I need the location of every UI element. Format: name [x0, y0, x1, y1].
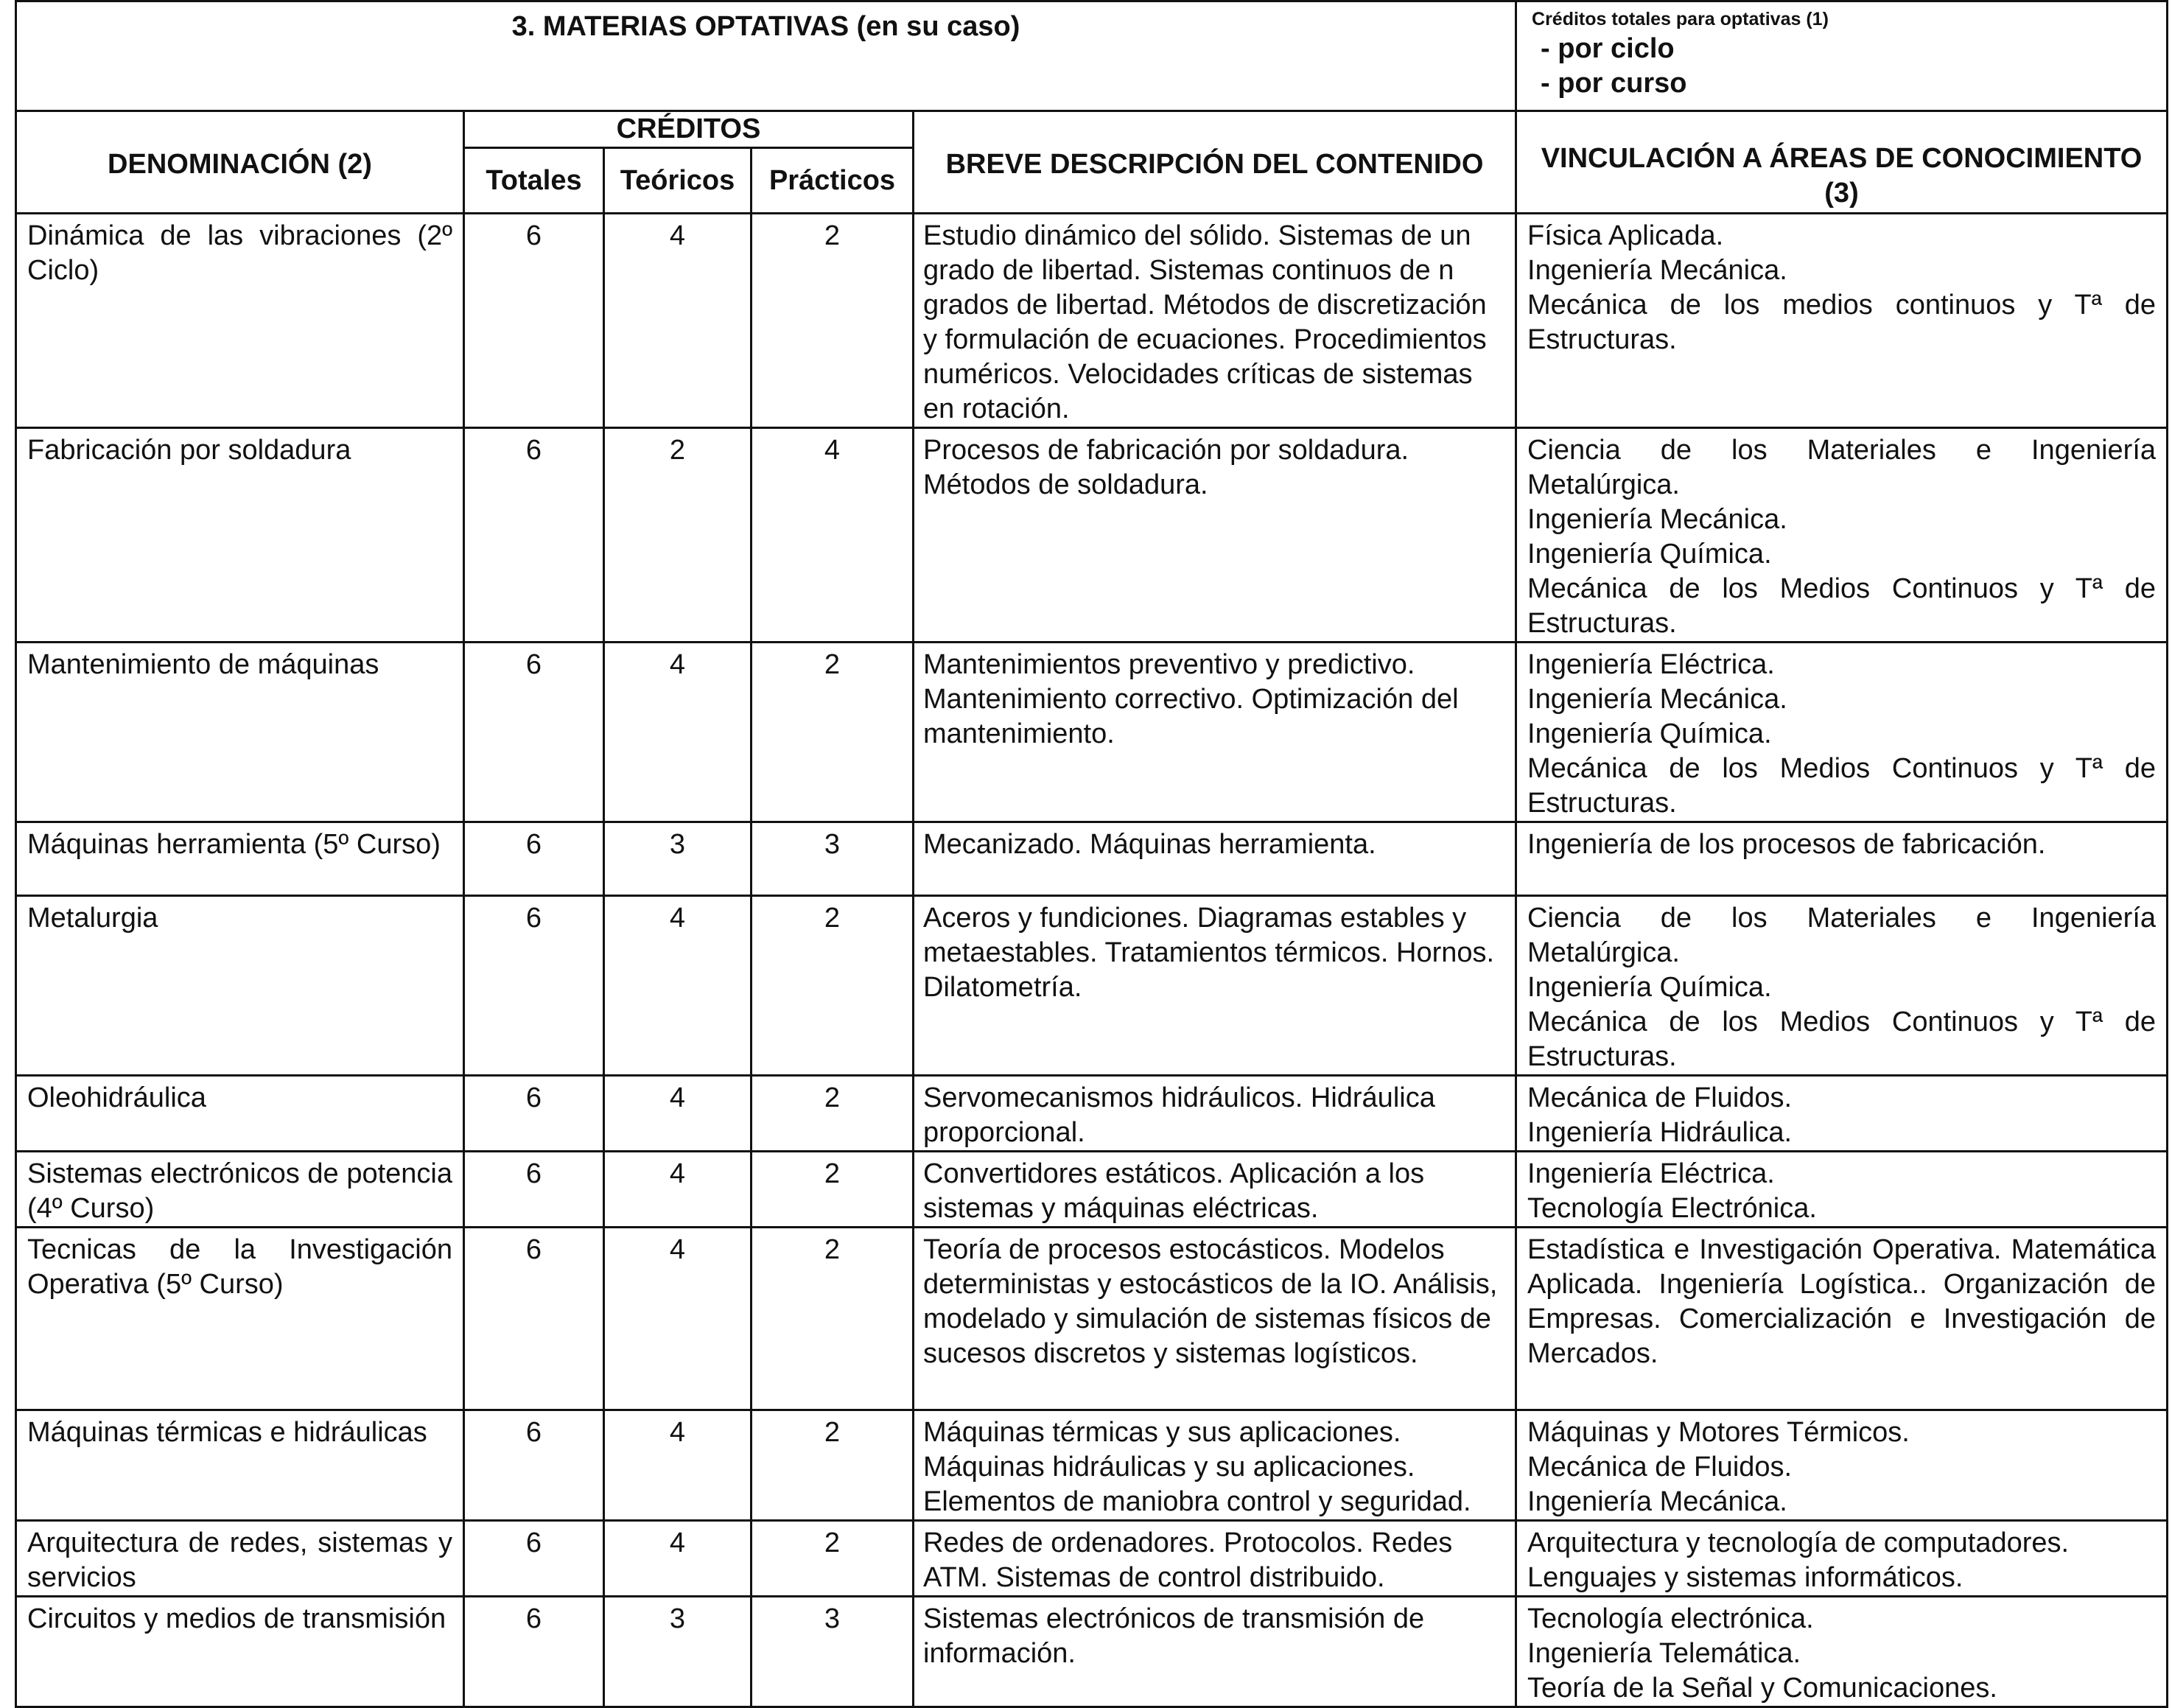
- header-row-1: [16, 111, 2168, 148]
- credits-practicos: 4: [752, 428, 914, 643]
- knowledge-area: Mecánica de Fluidos.: [1527, 1452, 1793, 1483]
- practicos-header: Prácticos: [752, 148, 914, 214]
- teoricos-header: Teóricos: [604, 148, 752, 214]
- subject-description: Sistemas electrónicos de transmisión de información.: [914, 1597, 1516, 1707]
- credits-teoricos: 3: [604, 822, 752, 896]
- knowledge-area: Ciencia de los Materiales e Ingeniería Metalúrgica.: [1527, 435, 2157, 500]
- knowledge-area: Ingeniería Mecánica.: [1527, 684, 1787, 715]
- knowledge-area: Tecnología Electrónica.: [1527, 1193, 1817, 1224]
- knowledge-areas: [1516, 822, 2168, 896]
- subject-row: [16, 896, 2168, 1076]
- subject-description: Convertidores estáticos. Aplicación a los sistemas y máquinas eléctricas.: [914, 1152, 1516, 1228]
- total-credits-box: [1516, 1, 2168, 111]
- knowledge-area: Estadística e Investigación Operativa. Matemática Aplicada. Ingeniería Logística.. Organización de Empresas. Comercialización e Investigación de Mercados.: [1527, 1234, 2157, 1369]
- credits-totales: 6: [464, 643, 604, 822]
- credits-totales: 6: [464, 214, 604, 428]
- knowledge-area: Teoría de la Señal y Comunicaciones.: [1527, 1673, 1997, 1704]
- credits-practicos: 2: [752, 643, 914, 822]
- credits-practicos: 3: [752, 822, 914, 896]
- subjects-table: [15, 0, 2168, 1708]
- credits-practicos: 2: [752, 1076, 914, 1152]
- credits-totales: 6: [464, 428, 604, 643]
- knowledge-area: Mecánica de los Medios Continuos y Tª de Estructuras.: [1527, 753, 2157, 819]
- per-cycle-label: - por ciclo: [1541, 33, 1675, 64]
- subject-row: [16, 1076, 2168, 1152]
- totales-header: Totales: [464, 148, 604, 214]
- descripcion-header: BREVE DESCRIPCIÓN DEL CONTENIDO: [914, 111, 1516, 214]
- credits-teoricos: 4: [604, 1076, 752, 1152]
- subjects-body: [16, 214, 2168, 1707]
- credits-practicos: 2: [752, 896, 914, 1076]
- subject-description: Procesos de fabricación por soldadura. Métodos de soldadura.: [914, 428, 1516, 643]
- subject-description: Aceros y fundiciones. Diagramas estables y metaestables. Tratamientos térmicos. Hornos. Dilatometría.: [914, 896, 1516, 1076]
- credits-teoricos: 2: [604, 428, 752, 643]
- subject-row: [16, 1521, 2168, 1597]
- credits-practicos: 2: [752, 1228, 914, 1410]
- credits-totales: 6: [464, 896, 604, 1076]
- knowledge-area: Ingeniería Química.: [1527, 539, 1772, 570]
- subject-row: [16, 214, 2168, 428]
- subject-row: [16, 1228, 2168, 1410]
- knowledge-area: Ciencia de los Materiales e Ingeniería Metalúrgica.: [1527, 903, 2157, 968]
- credits-practicos: 2: [752, 1152, 914, 1228]
- subject-name: Tecnicas de la Investigación Operativa (5º Curso): [16, 1228, 464, 1410]
- credits-totales: 6: [464, 1521, 604, 1597]
- per-course-label: - por curso: [1541, 68, 1687, 99]
- knowledge-area: Física Aplicada.: [1527, 220, 1724, 251]
- credits-totales: 6: [464, 1597, 604, 1707]
- knowledge-areas: [1516, 428, 2168, 643]
- subject-name: Sistemas electrónicos de potencia (4º Curso): [16, 1152, 464, 1228]
- total-credits-label: Créditos totales para optativas (1): [1532, 9, 1829, 29]
- vinculacion-header: VINCULACIÓN A ÁREAS DE CONOCIMIENTO (3): [1516, 111, 2168, 214]
- knowledge-area: Ingeniería Química.: [1527, 718, 1772, 749]
- knowledge-area: Ingeniería Telemática.: [1527, 1638, 1801, 1669]
- knowledge-area: Mecánica de Fluidos.: [1527, 1082, 1793, 1113]
- credits-practicos: 2: [752, 1410, 914, 1521]
- knowledge-areas: [1516, 1521, 2168, 1597]
- knowledge-areas: [1516, 1597, 2168, 1707]
- subject-row: [16, 1152, 2168, 1228]
- knowledge-area: Ingeniería Mecánica.: [1527, 504, 1787, 535]
- subject-name: Arquitectura de redes, sistemas y servicios: [16, 1521, 464, 1597]
- knowledge-areas: [1516, 896, 2168, 1076]
- subject-name: Mantenimiento de máquinas: [16, 643, 464, 822]
- subject-row: [16, 643, 2168, 822]
- credits-totales: 6: [464, 1228, 604, 1410]
- subject-row: [16, 428, 2168, 643]
- knowledge-areas: [1516, 1228, 2168, 1410]
- denominacion-header: DENOMINACIÓN (2): [16, 111, 464, 214]
- subject-description: Redes de ordenadores. Protocolos. Redes ATM. Sistemas de control distribuido.: [914, 1521, 1516, 1597]
- credits-practicos: 2: [752, 214, 914, 428]
- knowledge-area: Mecánica de los Medios Continuos y Tª de Estructuras.: [1527, 1007, 2157, 1072]
- credits-practicos: 3: [752, 1597, 914, 1707]
- knowledge-areas: [1516, 1152, 2168, 1228]
- knowledge-area: Tecnología electrónica.: [1527, 1603, 1814, 1634]
- subject-row: [16, 822, 2168, 896]
- title-row: [16, 1, 2168, 111]
- credits-totales: 6: [464, 1152, 604, 1228]
- subject-description: Teoría de procesos estocásticos. Modelos deterministas y estocásticos de la IO. Análisis, modelado y simulación de sistemas físicos de sucesos discretos y sistemas logísticos.: [914, 1228, 1516, 1410]
- credits-teoricos: 4: [604, 214, 752, 428]
- credits-teoricos: 4: [604, 1521, 752, 1597]
- subject-name: Circuitos y medios de transmisión: [16, 1597, 464, 1707]
- subject-description: Mecanizado. Máquinas herramienta.: [914, 822, 1516, 896]
- knowledge-area: Ingeniería de los procesos de fabricación.: [1527, 829, 2046, 860]
- credits-teoricos: 3: [604, 1597, 752, 1707]
- knowledge-areas: [1516, 1076, 2168, 1152]
- credits-teoricos: 4: [604, 896, 752, 1076]
- subject-description: Estudio dinámico del sólido. Sistemas de un grado de libertad. Sistemas continuos de n grados de libertad. Métodos de discretización y formulación de ecuaciones. Procedimientos numéricos. Velocidades críticas de sistemas en rotación.: [914, 214, 1516, 428]
- subject-name: Oleohidráulica: [16, 1076, 464, 1152]
- credits-practicos: 2: [752, 1521, 914, 1597]
- credits-teoricos: 4: [604, 1410, 752, 1521]
- knowledge-area: Ingeniería Eléctrica.: [1527, 649, 1775, 680]
- subject-name: Máquinas térmicas e hidráulicas: [16, 1410, 464, 1521]
- credits-totales: 6: [464, 1076, 604, 1152]
- section-title: 3. MATERIAS OPTATIVAS (en su caso): [16, 1, 1516, 111]
- subject-description: Máquinas térmicas y sus aplicaciones. Máquinas hidráulicas y su aplicaciones. Elementos de maniobra control y seguridad.: [914, 1410, 1516, 1521]
- credits-teoricos: 4: [604, 1228, 752, 1410]
- knowledge-area: Ingeniería Mecánica.: [1527, 255, 1787, 286]
- subject-name: Metalurgia: [16, 896, 464, 1076]
- subject-description: Mantenimientos preventivo y predictivo. Mantenimiento correctivo. Optimización del mantenimiento.: [914, 643, 1516, 822]
- knowledge-area: Mecánica de los medios continuos y Tª de Estructuras.: [1527, 290, 2157, 355]
- creditos-header: CRÉDITOS: [464, 111, 914, 148]
- optional-subjects-document: [15, 0, 2166, 1708]
- knowledge-areas: [1516, 1410, 2168, 1521]
- knowledge-area: Ingeniería Eléctrica.: [1527, 1158, 1775, 1189]
- knowledge-area: Mecánica de los Medios Continuos y Tª de Estructuras.: [1527, 573, 2157, 639]
- knowledge-area: Ingeniería Química.: [1527, 972, 1772, 1003]
- credits-totales: 6: [464, 822, 604, 896]
- knowledge-area: Arquitectura y tecnología de computadores.: [1527, 1527, 2070, 1558]
- credits-teoricos: 4: [604, 643, 752, 822]
- credits-totales: 6: [464, 1410, 604, 1521]
- subject-name: Máquinas herramienta (5º Curso): [16, 822, 464, 896]
- subject-row: [16, 1597, 2168, 1707]
- knowledge-area: Ingeniería Mecánica.: [1527, 1486, 1787, 1517]
- knowledge-areas: [1516, 643, 2168, 822]
- knowledge-area: Lenguajes y sistemas informáticos.: [1527, 1562, 1963, 1593]
- knowledge-area: Ingeniería Hidráulica.: [1527, 1117, 1793, 1148]
- knowledge-area: Máquinas y Motores Térmicos.: [1527, 1417, 1910, 1448]
- subject-row: [16, 1410, 2168, 1521]
- subject-description: Servomecanismos hidráulicos. Hidráulica proporcional.: [914, 1076, 1516, 1152]
- knowledge-areas: [1516, 214, 2168, 428]
- credits-teoricos: 4: [604, 1152, 752, 1228]
- subject-name: Fabricación por soldadura: [16, 428, 464, 643]
- subject-name: Dinámica de las vibraciones (2º Ciclo): [16, 214, 464, 428]
